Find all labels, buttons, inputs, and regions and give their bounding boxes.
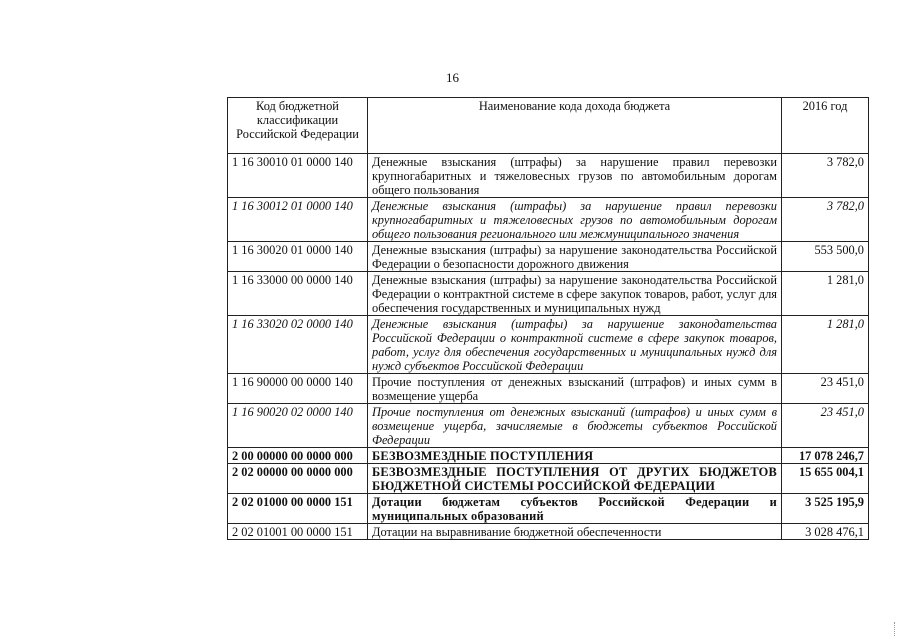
row-code: 2 02 00000 00 0000 000 [228,464,368,494]
table-row [228,272,869,316]
table-row [228,374,869,404]
row-name: Денежные взыскания (штрафы) за нарушение законодательства Российской Федерации о контрактной системе в сфере закупок товаров, работ, услуг для обеспечения государственных и муниципальных нужд [368,272,782,316]
table-body [228,154,869,540]
table-row [228,494,869,524]
row-name: Денежные взыскания (штрафы) за нарушение законодательства Российской Федерации о контрактной системе в сфере закупок товаров, работ, услуг для обеспечения государственных и муниципальных нужд для нужд субъектов Российской Федерации [368,316,782,374]
row-value: 3 525 195,9 [782,494,869,524]
row-name: Денежные взыскания (штрафы) за нарушение законодательства Российской Федерации о безопасности дорожного движения [368,242,782,272]
revenue-table [227,97,869,540]
row-name: Денежные взыскания (штрафы) за нарушение правил перевозки крупногабаритных и тяжеловесных грузов по автомобильным дорогам общего пользования регионального или межмуниципального значения [368,198,782,242]
table-row [228,198,869,242]
row-value: 3 782,0 [782,198,869,242]
row-code: 2 00 00000 00 0000 000 [228,448,368,464]
row-code: 1 16 90020 02 0000 140 [228,404,368,448]
table-row [228,242,869,272]
row-code: 1 16 33020 02 0000 140 [228,316,368,374]
header-code: Код бюджетной классификации Российской Федерации [228,98,368,154]
table-row [228,316,869,374]
row-value: 23 451,0 [782,404,869,448]
row-code: 2 02 01001 00 0000 151 [228,524,368,540]
row-code: 1 16 33000 00 0000 140 [228,272,368,316]
table-row [228,154,869,198]
row-name: БЕЗВОЗМЕЗДНЫЕ ПОСТУПЛЕНИЯ [368,448,782,464]
table-row [228,464,869,494]
row-value: 1 281,0 [782,316,869,374]
margin-mark [894,622,896,636]
row-value: 1 281,0 [782,272,869,316]
row-code: 1 16 30012 01 0000 140 [228,198,368,242]
row-value: 553 500,0 [782,242,869,272]
row-value: 15 655 004,1 [782,464,869,494]
row-name: Дотации бюджетам субъектов Российской Федерации и муниципальных образований [368,494,782,524]
row-code: 1 16 30010 01 0000 140 [228,154,368,198]
row-name: Денежные взыскания (штрафы) за нарушение правил перевозки крупногабаритных и тяжеловесных грузов по автомобильным дорогам общего пользования [368,154,782,198]
row-value: 3 028 476,1 [782,524,869,540]
row-name: Прочие поступления от денежных взысканий (штрафов) и иных сумм в возмещение ущерба [368,374,782,404]
row-name: БЕЗВОЗМЕЗДНЫЕ ПОСТУПЛЕНИЯ ОТ ДРУГИХ БЮДЖЕТОВ БЮДЖЕТНОЙ СИСТЕМЫ РОССИЙСКОЙ ФЕДЕРАЦИИ [368,464,782,494]
row-value: 17 078 246,7 [782,448,869,464]
row-code: 1 16 90000 00 0000 140 [228,374,368,404]
row-value: 3 782,0 [782,154,869,198]
row-code: 2 02 01000 00 0000 151 [228,494,368,524]
row-name: Прочие поступления от денежных взысканий (штрафов) и иных сумм в возмещение ущерба, зачисляемые в бюджеты субъектов Российской Федерации [368,404,782,448]
table-row [228,524,869,540]
row-name: Дотации на выравнивание бюджетной обеспеченности [368,524,782,540]
header-year: 2016 год [782,98,869,154]
row-code: 1 16 30020 01 0000 140 [228,242,368,272]
table-row [228,404,869,448]
header-name: Наименование кода дохода бюджета [368,98,782,154]
table-row [228,448,869,464]
page-number: 16 [446,70,459,85]
row-value: 23 451,0 [782,374,869,404]
table-header-row [228,98,869,154]
